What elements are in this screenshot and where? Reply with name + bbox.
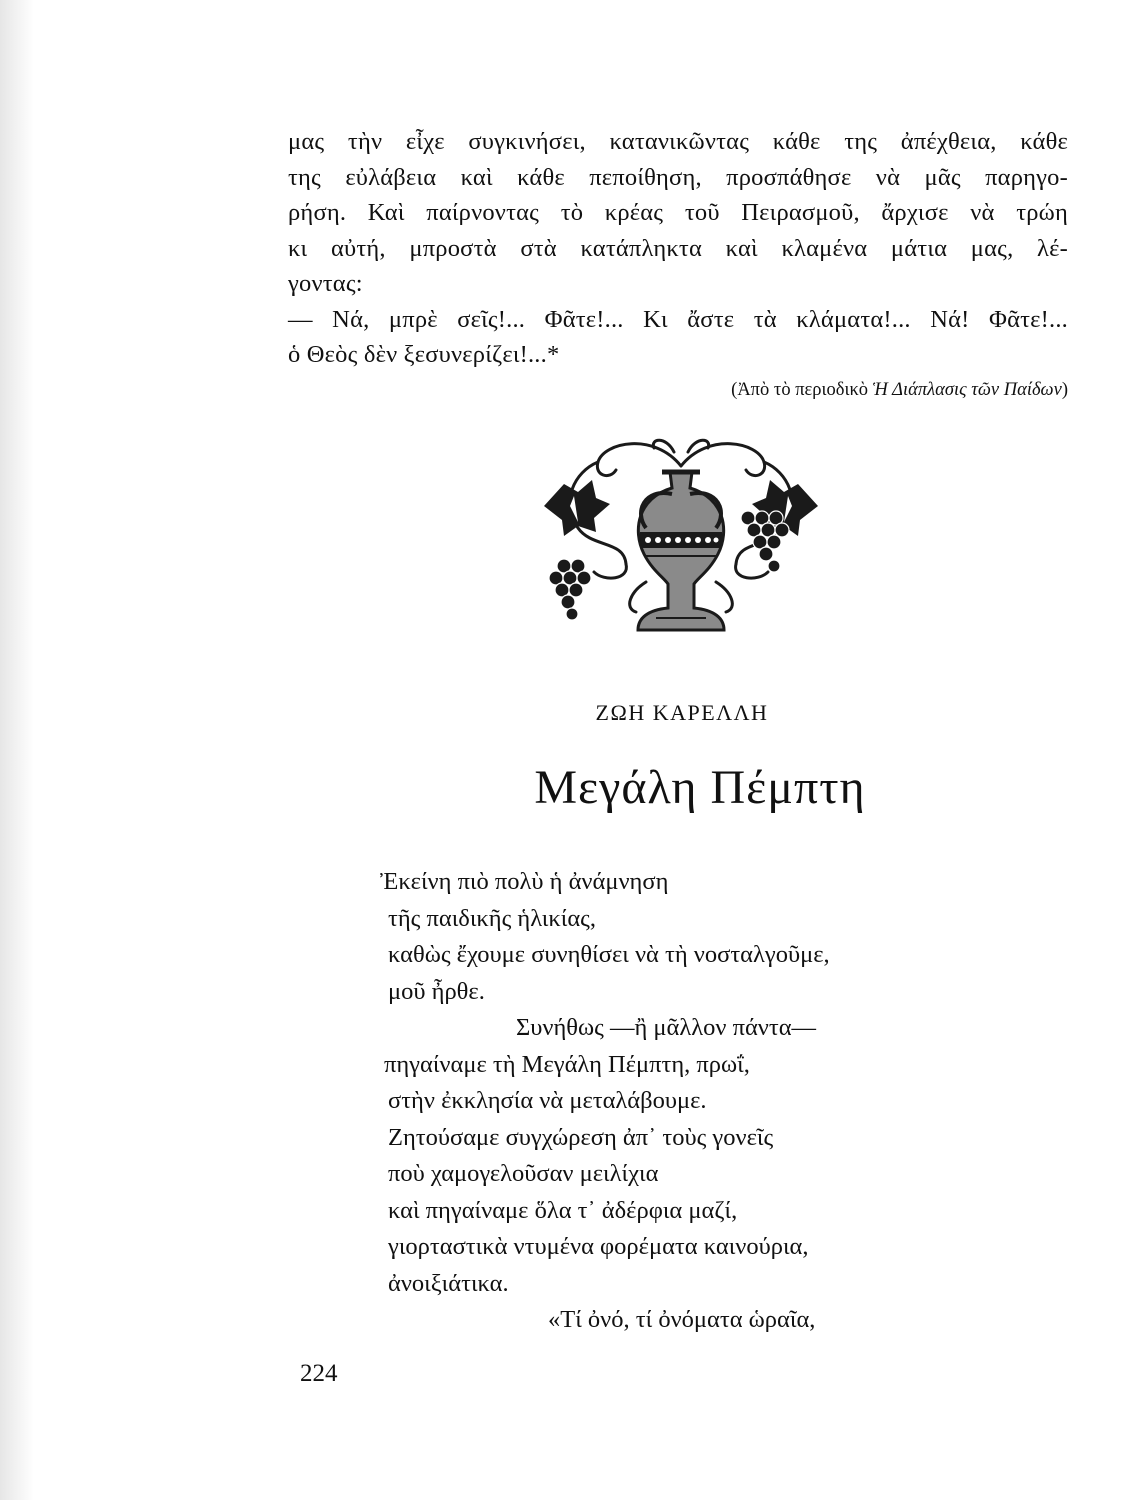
poem-verse: Συνήθως —ἢ μᾶλλον πάντα— (516, 1014, 817, 1041)
poem-verse: στὴν ἐκκλησία νὰ μεταλάβουμε. (388, 1087, 707, 1114)
poem-body (0, 864, 1126, 1339)
poem-verse: τῆς παιδικῆς ἡλικίας, (388, 904, 596, 932)
prose-line: κι αὐτή, μπροστὰ στὰ κατάπληκτα καὶ κλαμένα μάτια μας, λέ- (288, 234, 1068, 262)
poem-verse: Ἐκείνη πιὸ πολὺ ἡ ἀνάμνηση (380, 868, 669, 895)
prose-line: της εὐλάβεια καὶ κάθε πεποίθηση, προσπάθησε νὰ μᾶς παρηγο- (288, 163, 1068, 191)
source-note (608, 380, 1068, 401)
poem-verse: καθὼς ἔχουμε συνηθίσει νὰ τὴ νοσταλγοῦμε, (388, 941, 830, 968)
poem-verse: πηγαίναμε τὴ Μεγάλη Πέμπτη, πρωΐ, (384, 1050, 750, 1078)
prose-line: μας τὴν εἶχε συγκινήσει, κατανικῶντας κάθε της ἀπέχθεια, κάθε (288, 128, 1068, 155)
prose-block (288, 124, 1068, 373)
poem-verse: γιορταστικὰ ντυμένα φορέματα καινούρια, (388, 1233, 809, 1260)
source-note-prefix: (Ἀπὸ τὸ περιοδικὸ (731, 380, 873, 400)
prose-line: ὁ Θεὸς δὲν ξεσυνερίζει!...* (288, 341, 560, 368)
poem-verse: ἀνοιξιάτικα. (388, 1269, 509, 1297)
poem-title: Μεγάλη Πέμπτη (534, 761, 866, 814)
source-note-journal: Ἡ Διάπλασις τῶν Παίδων (872, 380, 1062, 400)
prose-line: ρήση. Καὶ παίρνοντας τὸ κρέας τοῦ Πειρασμοῦ, ἄρχισε νὰ τρώη (288, 199, 1068, 226)
poem-author: ΖΩΗ ΚΑΡΕΛΛΗ (595, 700, 769, 725)
poem-verse: καὶ πηγαίναμε ὅλα τ᾽ ἀδέρφια μαζί, (388, 1196, 738, 1224)
prose-line: — Νά, μπρὲ σεῖς!... Φᾶτε!... Κι ἄστε τὰ κλάματα!... Νά! Φᾶτε!... (288, 305, 1068, 333)
poem-verse: Ζητούσαμε συγχώρεση ἀπ᾽ τοὺς γονεῖς (388, 1123, 774, 1151)
poem-verse: μοῦ ἦρθε. (388, 977, 485, 1005)
poem-verse: «Τί ὀνό, τί ὀνόματα ὡραῖα, (548, 1306, 816, 1333)
prose-line: γοντας: (288, 270, 363, 297)
poem-verse: ποὺ χαμογελοῦσαν μειλίχια (388, 1160, 659, 1187)
source-note-suffix: ) (1061, 380, 1068, 400)
page-number: 224 (300, 1360, 338, 1387)
amphora-grapevine-ornament-icon (534, 432, 828, 644)
